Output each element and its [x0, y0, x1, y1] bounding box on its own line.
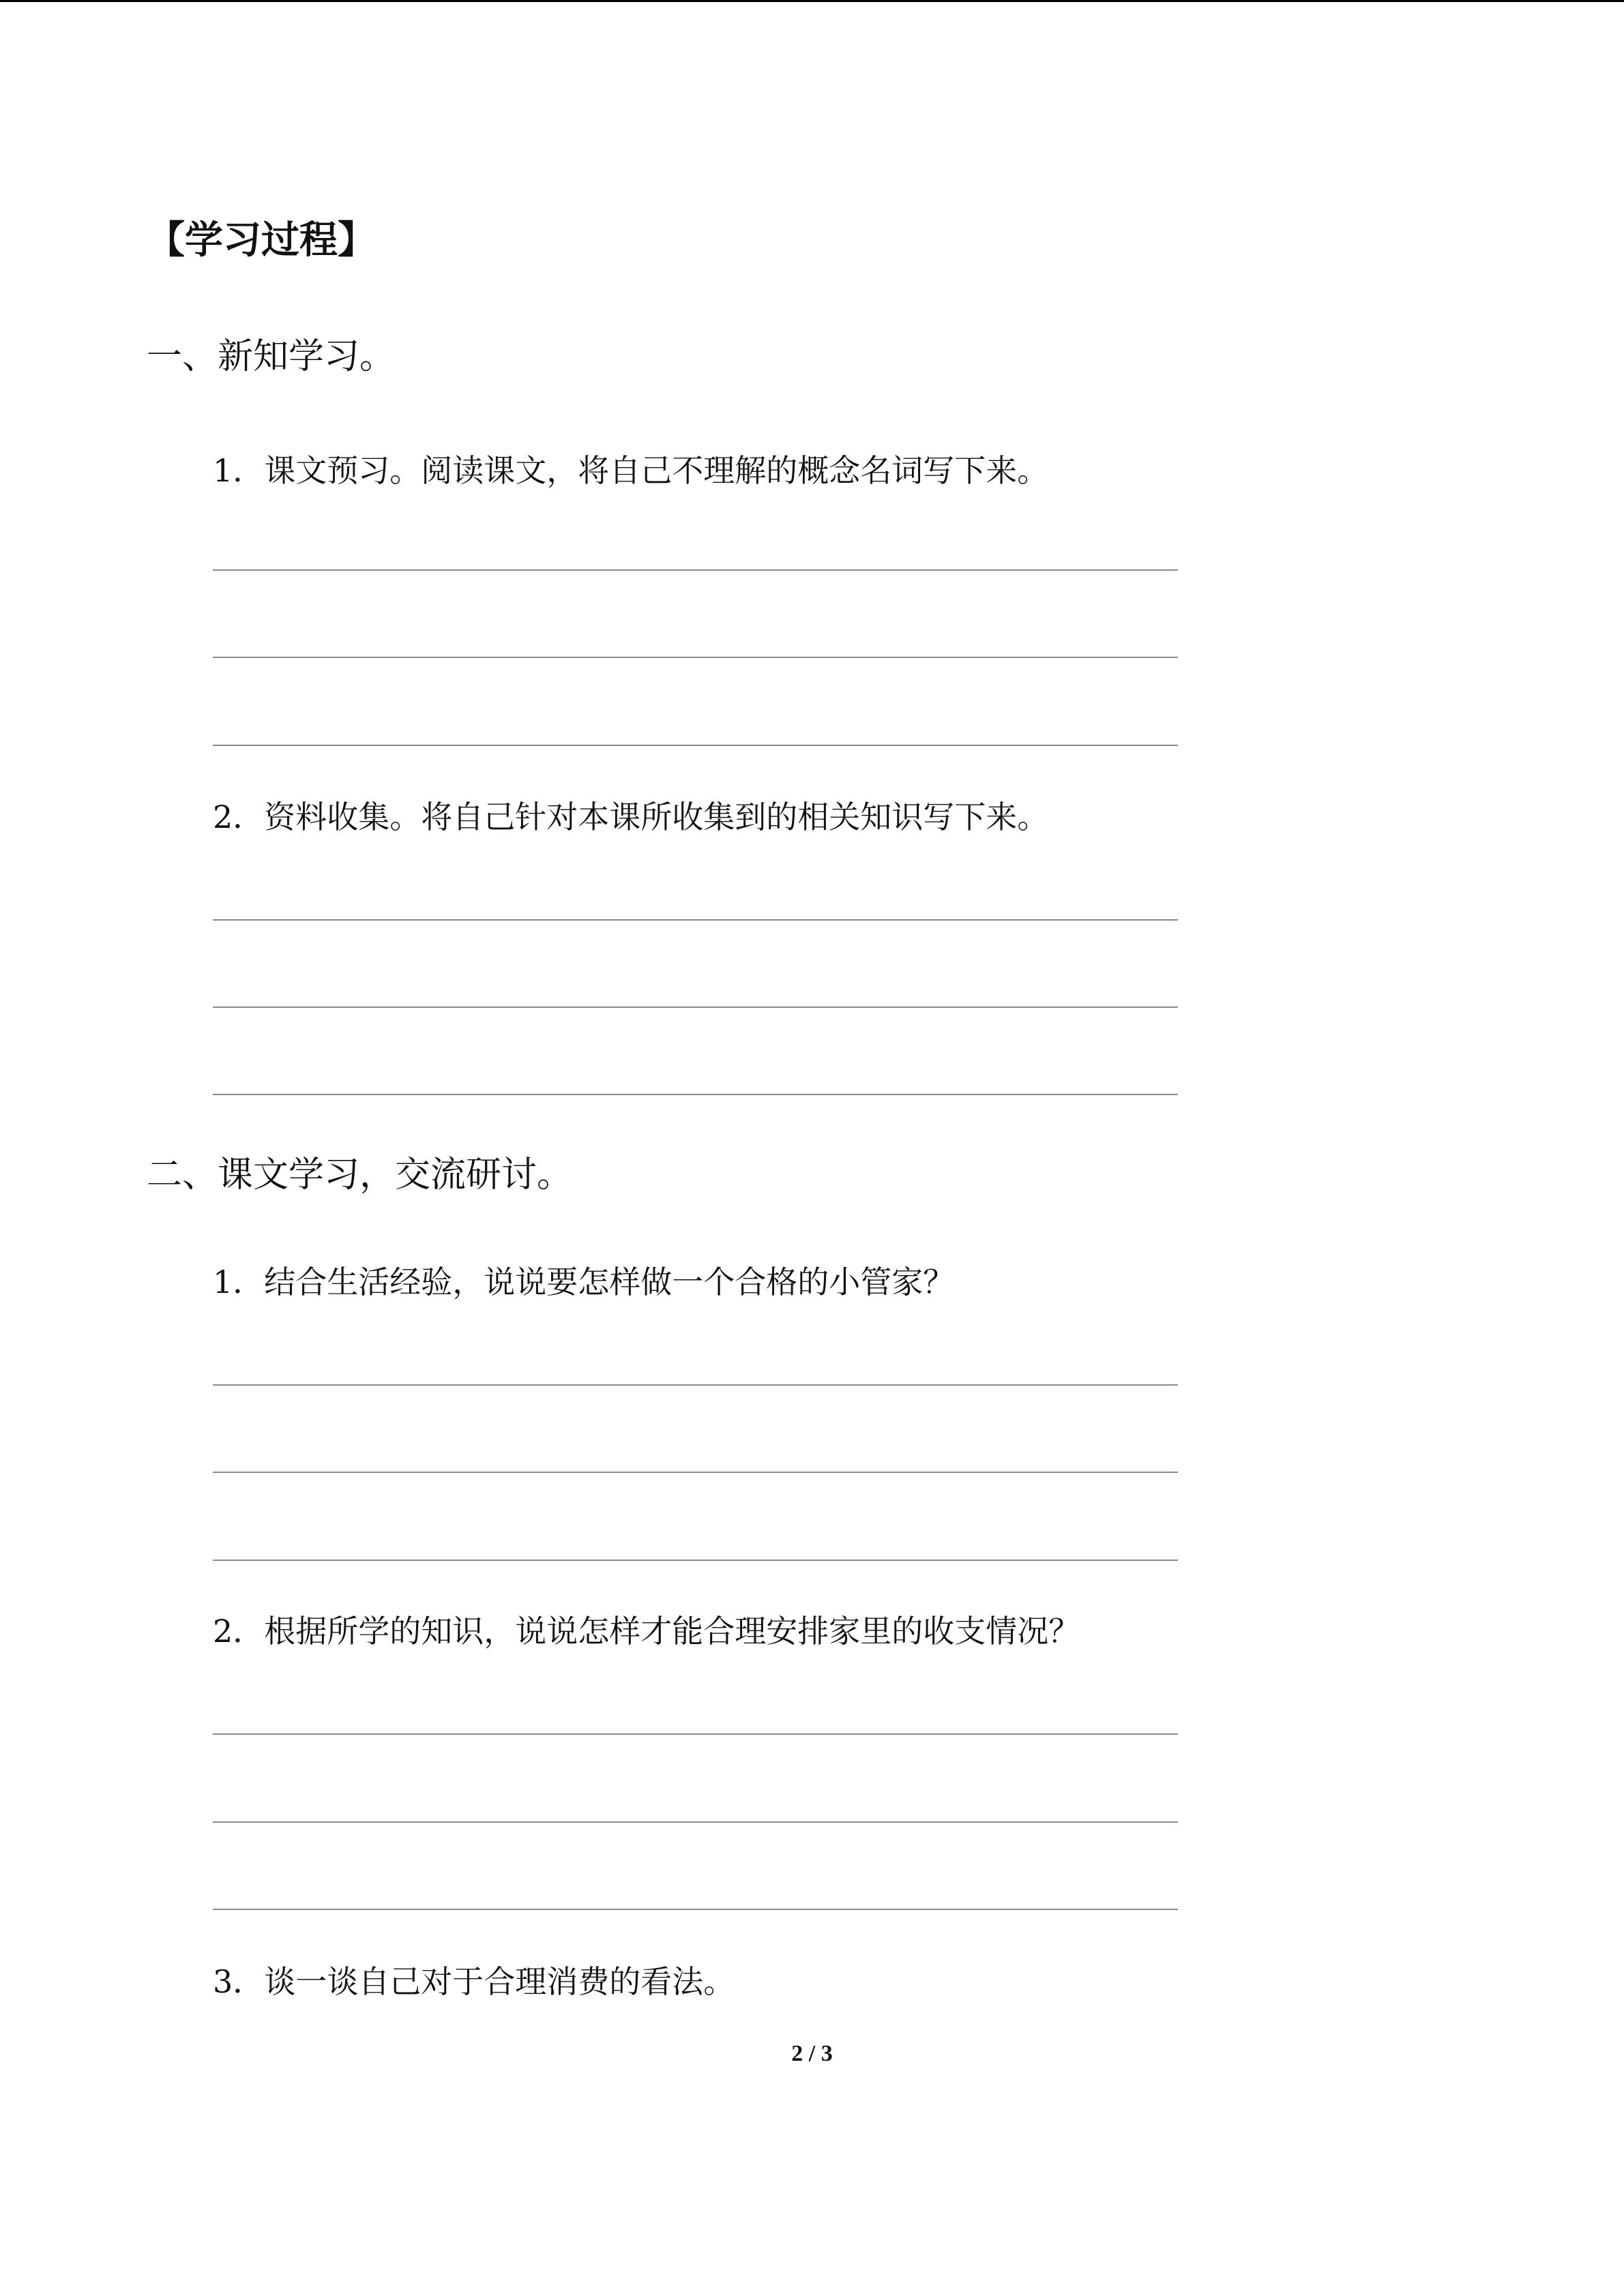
- answer-line[interactable]: [213, 1007, 1178, 1008]
- answer-line[interactable]: [213, 569, 1178, 571]
- question-number: 3．: [213, 1963, 265, 2000]
- section-heading-1: 一、新知学习。: [147, 336, 396, 377]
- question-number: 1．: [213, 452, 265, 489]
- question-1-2: [213, 796, 1048, 837]
- question-number: 1．: [213, 1264, 265, 1300]
- answer-line[interactable]: [213, 1560, 1178, 1561]
- answer-line[interactable]: [213, 1733, 1178, 1735]
- question-text: 根据所学的知识，说说怎样才能合理安排家里的收支情况？: [264, 1613, 1080, 1650]
- page-number: 2 / 3: [791, 2041, 833, 2066]
- section-heading-2: 二、课文学习，交流研讨。: [147, 1154, 573, 1195]
- answer-line[interactable]: [213, 1384, 1178, 1386]
- question-text: 课文预习。阅读课文，将自己不理解的概念名词写下来。: [264, 452, 1049, 489]
- page-title: 【学习过程】: [147, 218, 376, 263]
- question-text: 结合生活经验，说说要怎样做一个合格的小管家？: [264, 1264, 955, 1300]
- answer-line[interactable]: [213, 1909, 1178, 1910]
- question-2-2: [213, 1611, 1080, 1652]
- answer-line[interactable]: [213, 919, 1178, 921]
- answer-line[interactable]: [213, 745, 1178, 746]
- answer-line[interactable]: [213, 1094, 1178, 1095]
- question-text: 谈一谈自己对于合理消费的看法。: [264, 1963, 735, 2000]
- answer-line[interactable]: [213, 1472, 1178, 1473]
- question-2-1: [213, 1262, 954, 1302]
- question-1-1: [213, 450, 1048, 491]
- question-2-3: [213, 1961, 735, 2002]
- question-text: 资料收集。将自己针对本课所收集到的相关知识写下来。: [264, 799, 1049, 835]
- question-number: 2．: [213, 799, 265, 835]
- question-number: 2．: [213, 1613, 265, 1650]
- answer-line[interactable]: [213, 657, 1178, 658]
- answer-line[interactable]: [213, 1821, 1178, 1823]
